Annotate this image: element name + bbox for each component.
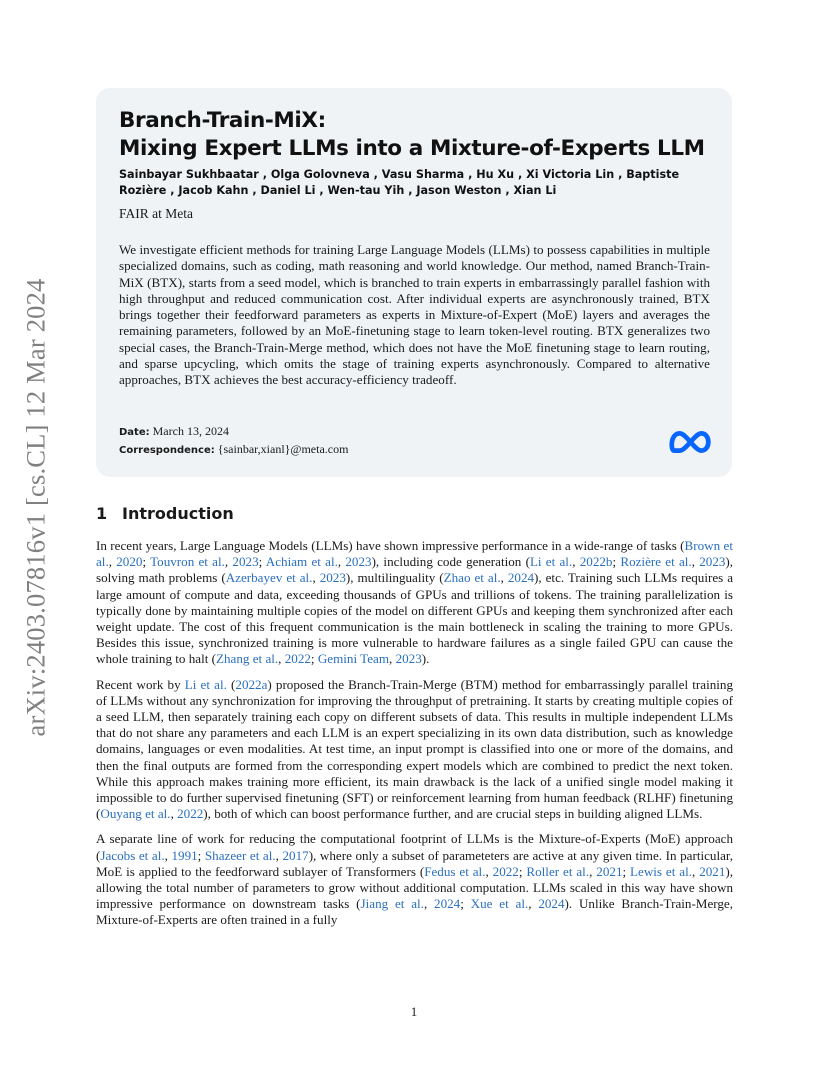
citation-link[interactable]: Touvron et al.: [150, 554, 225, 570]
paragraph-text: ) proposed the Branch-Train-Merge (BTM) method for embarrassingly parallel training of LLMs without any synchronization for improving the throughput of pretraining. It starts by creating multiple copies of a seed LLM, then separately training each copy on different subsets of data. This results in multiple independent LLMs that do not share any parameters and each LLM is an expert specializing in its own data distribution, such as knowledge domains, languages or even modalities. At test time, an input prompt is classified into one or more of the domains, and then the final outputs are formed from the corresponding expert models which are combined to predict the next token. While this approach makes training more efficient, its main drawback is the lack of a unified single model making it impossible to do further supervised finetuning (SFT) or reinforcement learning from human feedback (RLHF) finetuning (: [96, 676, 733, 822]
section-number: 1: [96, 504, 108, 523]
citation-link[interactable]: Rozière et al.: [620, 554, 692, 570]
paragraph-text: ,: [691, 554, 700, 570]
paragraph-text: ), allowing the total number of parameters to grow without additional computation. LLMs scaled in this way have shown impressive performance on downstream tasks (: [96, 863, 734, 912]
paragraph-text: A separate line of work for reducing the computational footprint of LLMs is the Mixture-of-Experts (MoE) approach (: [96, 831, 733, 863]
citation-link[interactable]: 2023: [395, 651, 422, 667]
author-name: Vasu Sharma: [381, 168, 465, 181]
citation-link[interactable]: 2022b: [579, 554, 613, 570]
date-row: [119, 423, 348, 441]
citation-link[interactable]: 2023: [699, 554, 726, 570]
citation-link[interactable]: 2023: [345, 554, 372, 570]
citation-link[interactable]: Gemini Team: [317, 651, 390, 667]
paper-title: [119, 107, 705, 163]
paragraph-text: ,: [108, 554, 117, 570]
paragraph-text: ,: [278, 651, 285, 667]
author-name: Wen-tau Yih: [327, 184, 405, 197]
abstract: We investigate efficient methods for training Large Language Models (LLMs) to possess capabilities in multiple specialized domains, such as coding, math reasoning and world knowledge. Our method, named Branch-Train-MiX (BTX), starts from a seed model, which is branched to train experts in embarrassingly parallel fashion with high throughput and reduced communication cost. After individual experts are asynchronously trained, BTX brings together their feedforward parameters as experts in Mixture-of-Expert (MoE) layers and averages the remaining parameters, followed by an MoE-finetuning stage to learn token-level routing. BTX generalizes two special cases, the Branch-Train-Merge method, which does not have the MoE finetuning stage to learn routing, and sparse upcycling, which omits the stage of training experts asynchronously. Compared to alternative approaches, BTX achieves the best accuracy-efficiency tradeoff.: [119, 242, 710, 388]
citation-link[interactable]: Jiang et al.: [360, 896, 424, 912]
citation-link[interactable]: 2020: [116, 554, 143, 570]
author-name: Jason Weston: [416, 184, 502, 197]
arxiv-id: arXiv:2403.07816v1 [cs.CL] 12 Mar 2024: [20, 277, 51, 737]
paragraph-text: ), solving math problems (: [96, 554, 734, 586]
paragraph-text: ,: [275, 847, 283, 863]
citation-link[interactable]: Li et al.: [529, 554, 573, 570]
paragraph-text: (: [226, 676, 236, 692]
paragraph-text: ;: [258, 554, 266, 570]
paragraph-text: ,: [528, 896, 539, 912]
citation-link[interactable]: Li et al.: [184, 676, 227, 692]
paragraph-text: ;: [460, 896, 471, 912]
author-name: Olga Golovneva: [270, 168, 370, 181]
paragraph-text: ,: [692, 863, 700, 879]
paragraph-text: ), where only a subset of parameteters are active at any given time. In particular, MoE is applied to the feedforward sublayer of Transformers (: [96, 847, 734, 879]
paragraph-text: ,: [423, 896, 435, 912]
section-title: Introduction: [122, 504, 234, 523]
paragraph-text: ,: [589, 863, 597, 879]
paragraph: [96, 677, 733, 823]
citation-link[interactable]: 2022: [177, 806, 204, 822]
paragraph-text: ). Unlike Branch-Train-Merge, Mixture-of-Experts are often trained in a fully: [96, 896, 734, 928]
introduction-body: [96, 538, 733, 938]
citation-link[interactable]: Ouyang et al.: [100, 806, 171, 822]
citation-link[interactable]: 2021: [596, 863, 623, 879]
paragraph: [96, 538, 733, 668]
paragraph-text: ,: [389, 651, 396, 667]
citation-link[interactable]: 2024: [538, 896, 565, 912]
correspondence-label: Correspondence:: [119, 445, 215, 456]
paragraph-text: ,: [485, 863, 493, 879]
paragraph-text: ), etc. Training such LLMs requires a large amount of compute and data, exceeding thousands of GPUs and trillions of tokens. The training parallelization is typically done by maintaining multiple copies of the model on different GPUs and keeping them synchronized after each weight update. The cost of this frequent communication is the main bottleneck in scaling the training to more GPUs. Besides this issue, synchronized training is more vulnerable to hardware failures as a single failed GPU can cause the whole training to halt (: [96, 570, 734, 667]
citation-link[interactable]: 2023: [319, 570, 346, 586]
section-heading: [96, 503, 234, 525]
arxiv-stamp: [16, 277, 56, 737]
citation-link[interactable]: 1991: [171, 847, 198, 863]
paragraph-text: ;: [310, 651, 318, 667]
citation-link[interactable]: 2017: [282, 847, 309, 863]
affiliation: FAIR at Meta: [119, 206, 193, 221]
citation-link[interactable]: Shazeer et al.: [204, 847, 276, 863]
paragraph-text: ), including code generation (: [371, 554, 530, 570]
paragraph-text: ), multilinguality (: [345, 570, 444, 586]
author-name: Baptiste Rozière: [119, 168, 680, 197]
citation-link[interactable]: Zhao et al.: [443, 570, 501, 586]
citation-link[interactable]: 2021: [699, 863, 726, 879]
paragraph-text: ,: [312, 570, 320, 586]
title-line-1: Branch-Train-MiX:: [119, 108, 326, 133]
paragraph-text: ;: [142, 554, 151, 570]
citation-link[interactable]: Roller et al.: [526, 863, 590, 879]
citation-link[interactable]: 2024: [507, 570, 535, 586]
citation-link[interactable]: Brown et al.: [96, 538, 733, 570]
author-name: Daniel Li: [260, 184, 316, 197]
citation-link[interactable]: Fedus et al.: [424, 863, 486, 879]
meta-logo-icon: [669, 428, 712, 456]
paragraph-text: ,: [224, 554, 233, 570]
paragraph-text: ,: [337, 554, 346, 570]
author-name: Xi Victoria Lin: [526, 168, 615, 181]
citation-link[interactable]: Achiam et al.: [265, 554, 338, 570]
date-label: Date:: [119, 427, 150, 438]
citation-link[interactable]: 2022a: [235, 676, 268, 692]
paragraph-text: Recent work by: [96, 676, 185, 692]
author-name: Jacob Kahn: [178, 184, 249, 197]
citation-link[interactable]: Azerbayev et al.: [225, 570, 313, 586]
title-line-2: Mixing Expert LLMs into a Mixture-of-Experts LLM: [119, 136, 705, 161]
author-list: Sainbayar Sukhbaatar , Olga Golovneva , Vasu Sharma , Hu Xu , Xi Victoria Lin , Baptiste Rozière , Jacob Kahn , Daniel Li , Wen-tau Yih , Jason Weston , Xian Li: [119, 168, 680, 197]
citation-link[interactable]: Zhang et al.: [216, 651, 279, 667]
citation-link[interactable]: 2022: [492, 863, 519, 879]
paragraph-text: ), both of which can boost performance further, and are crucial steps in building aligned LLMs.: [203, 806, 703, 822]
author-name: Xian Li: [513, 184, 557, 197]
citation-link[interactable]: 2022: [284, 651, 311, 667]
paragraph-text: ,: [500, 570, 508, 586]
paragraph-text: ).: [421, 651, 430, 667]
citation-link[interactable]: Jacobs et al.: [100, 847, 165, 863]
paragraph-text: ;: [197, 847, 205, 863]
paragraph: [96, 831, 733, 928]
paper-metadata: [119, 423, 348, 459]
paragraph-text: ,: [164, 847, 172, 863]
citation-link[interactable]: 2024: [434, 896, 461, 912]
author-name: Hu Xu: [476, 168, 515, 181]
paragraph-text: In recent years, Large Language Models (LLMs) have shown impressive performance in a wide-range of tasks (: [96, 538, 685, 553]
date-value: March 13, 2024: [152, 424, 229, 438]
page-number: 1: [410, 1004, 418, 1019]
citation-link[interactable]: 2023: [232, 554, 259, 570]
paragraph-text: ;: [622, 863, 631, 879]
paragraph-text: ,: [572, 554, 580, 570]
correspondence-row: [119, 441, 348, 459]
paragraph-text: ;: [518, 863, 527, 879]
correspondence-email: {sainbar,xianl}@meta.com: [217, 442, 349, 456]
paragraph-text: ,: [170, 806, 178, 822]
citation-link[interactable]: Xue et al.: [470, 896, 529, 912]
paragraph-text: ;: [612, 554, 621, 570]
citation-link[interactable]: Lewis et al.: [630, 863, 693, 879]
author-name: Sainbayar Sukhbaatar: [119, 168, 259, 181]
